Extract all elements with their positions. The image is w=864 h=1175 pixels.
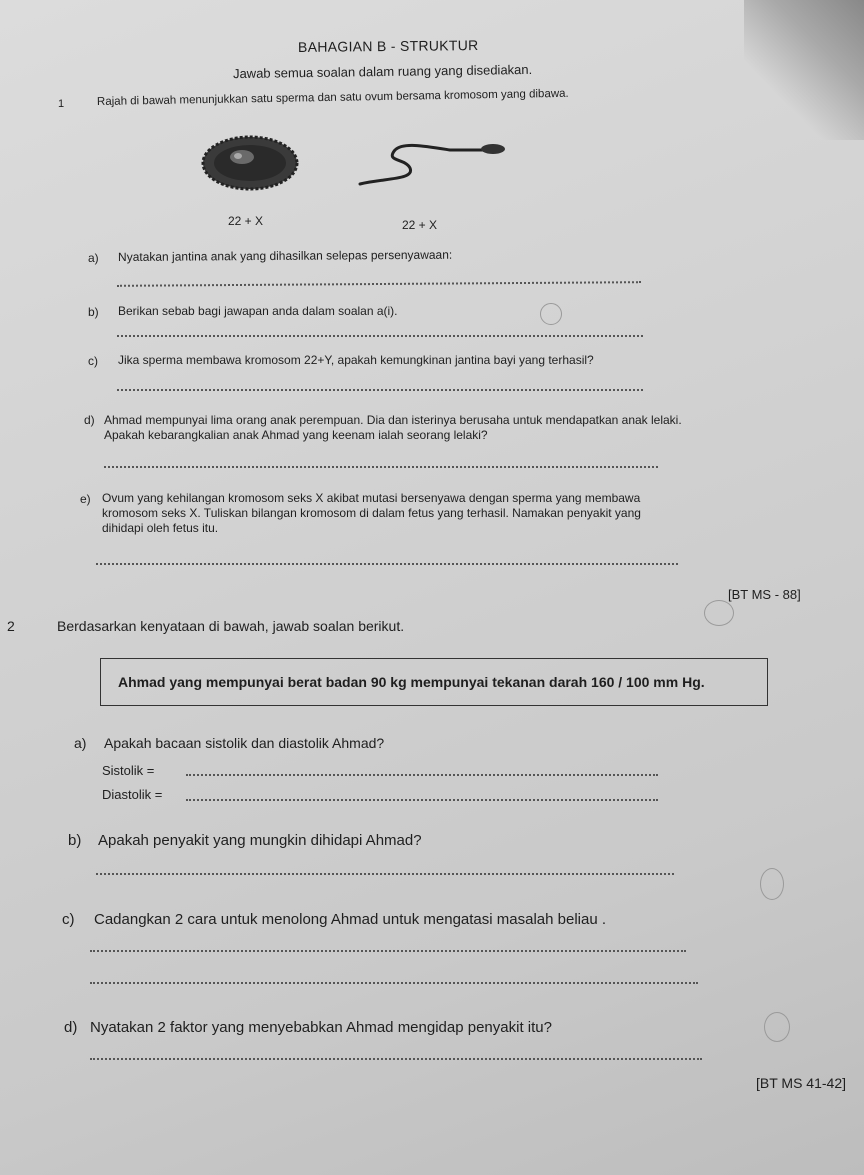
q1-stem: Rajah di bawah menunjukkan satu sperma dan satu ovum bersama kromosom yang dibawa. (96, 87, 569, 108)
q1d-text-line1: Ahmad mempunyai lima orang anak perempuan. Dia dan isterinya berusaha untuk mendapatkan anak lelaki. (104, 413, 682, 427)
q2b-label: b) (68, 832, 82, 849)
q1c-label: c) (88, 354, 98, 368)
sperm-chromosome-label: 22 + X (402, 218, 438, 232)
sperm-image (355, 138, 515, 190)
q1a-label: a) (88, 251, 99, 265)
q2a-label: a) (74, 735, 87, 751)
page-smudge (704, 600, 734, 626)
q2c-text: Cadangkan 2 cara untuk menolong Ahmad untuk mengatasi masalah beliau . (94, 911, 606, 928)
page-smudge (540, 303, 562, 325)
section-title: BAHAGIAN B - STRUKTUR (297, 37, 479, 55)
q2-stem: Berdasarkan kenyataan di bawah, jawab soalan berikut. (57, 618, 405, 634)
q2c-label: c) (62, 911, 75, 928)
q2a-text: Apakah bacaan sistolik dan diastolik Ahmad? (104, 735, 385, 751)
ovum-chromosome-label: 22 + X (228, 214, 264, 228)
q2-statement: Ahmad yang mempunyai berat badan 90 kg mempunyai tekanan darah 160 / 100 mm Hg. (118, 674, 705, 690)
page-corner-shadow (744, 0, 864, 140)
q1-source: [BT MS - 88] (728, 587, 801, 602)
page-smudge (764, 1012, 790, 1042)
q2d-answer-line[interactable] (90, 1058, 702, 1060)
q1d-label: d) (84, 413, 95, 427)
q2-number: 2 (7, 618, 15, 634)
q1c-text: Jika sperma membawa kromosom 22+Y, apakah kemungkinan jantina bayi yang terhasil? (118, 353, 594, 367)
q2b-answer-line[interactable] (96, 873, 674, 875)
page-smudge (760, 868, 784, 900)
q1b-text: Berikan sebab bagi jawapan anda dalam soalan a(i). (118, 304, 398, 318)
systolic-label: Sistolik = (102, 763, 155, 778)
systolic-answer-line[interactable] (186, 774, 658, 776)
q1c-answer-line[interactable] (117, 389, 643, 391)
q2d-text: Nyatakan 2 faktor yang menyebabkan Ahmad mengidap penyakit itu? (90, 1019, 552, 1036)
q2-source: [BT MS 41-42] (756, 1075, 847, 1091)
q1-number: 1 (58, 98, 65, 110)
q1b-answer-line[interactable] (117, 335, 643, 337)
q2b-text: Apakah penyakit yang mungkin dihidapi Ahmad? (98, 832, 422, 849)
q2c-answer-line-2[interactable] (90, 982, 698, 984)
q1d-answer-line[interactable] (104, 466, 658, 468)
q1e-label: e) (80, 492, 91, 506)
q1b-label: b) (88, 305, 99, 319)
q1e-text-line2: kromosom seks X. Tuliskan bilangan kromosom di dalam fetus yang terhasil. Namakan penyakit yang (102, 506, 641, 520)
q2d-label: d) (64, 1019, 78, 1036)
q1d-text-line2: Apakah kebarangkalian anak Ahmad yang keenam ialah seorang lelaki? (104, 428, 488, 442)
diastolic-answer-line[interactable] (186, 799, 658, 801)
ovum-image (200, 134, 300, 192)
q2c-answer-line-1[interactable] (90, 950, 686, 952)
section-instruction: Jawab semua soalan dalam ruang yang disediakan. (232, 61, 533, 82)
q1a-text: Nyatakan jantina anak yang dihasilkan selepas persenyawaan: (117, 247, 453, 264)
q1e-text-line1: Ovum yang kehilangan kromosom seks X akibat mutasi bersenyawa dengan sperma yang membawa (102, 491, 641, 505)
q1e-answer-line[interactable] (96, 563, 678, 565)
q1e-text-line3: dihidapi oleh fetus itu. (102, 521, 219, 535)
diastolic-label: Diastolik = (102, 787, 163, 802)
